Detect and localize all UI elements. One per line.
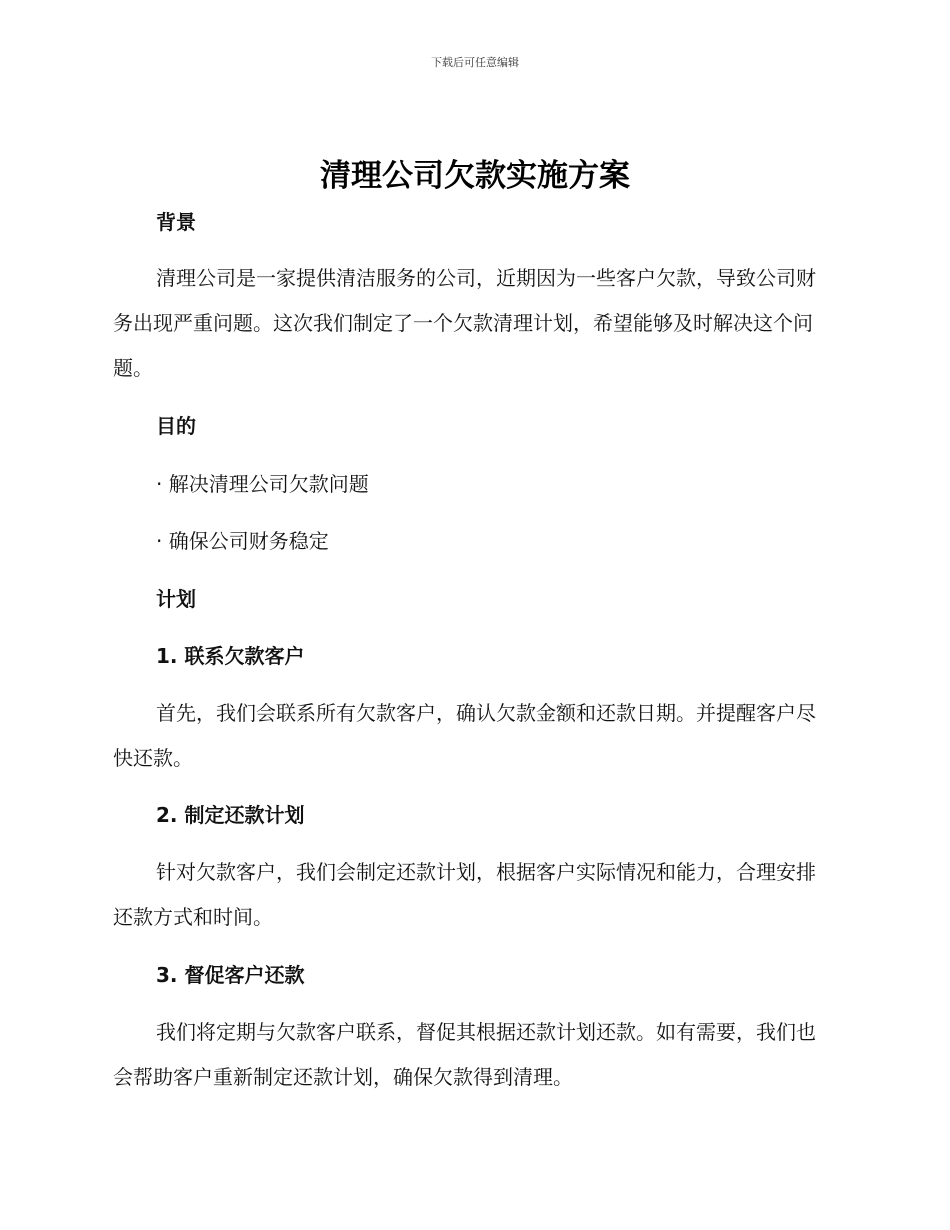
plan-step-2-paragraph: 针对欠款客户，我们会制定还款计划，根据客户实际情况和能力，合理安排还款方式和时间。 (113, 860, 816, 929)
plan-step-1-paragraph: 首先，我们会联系所有欠款客户，确认欠款金额和还款日期。并提醒客户尽快还款。 (113, 701, 816, 770)
document-title: 清理公司欠款实施方案 (320, 158, 630, 194)
plan-step-3-paragraph: 我们将定期与欠款客户联系，督促其根据还款计划还款。如有需要，我们也会帮助客户重新制定还款计划，确保欠款得到清理。 (113, 1020, 816, 1089)
goal-list-item: · 确保公司财务稳定 (156, 529, 329, 553)
plan-step-1-heading: 1. 联系欠款客户 (156, 644, 305, 668)
section-heading-background: 背景 (156, 210, 196, 234)
goal-list-item: · 解决清理公司欠款问题 (156, 472, 369, 496)
page-header-note: 下载后可任意编辑 (431, 56, 519, 69)
background-paragraph: 清理公司是一家提供清洁服务的公司，近期因为一些客户欠款，导致公司财务出现严重问题。这次我们制定了一个欠款清理计划，希望能够及时解决这个问题。 (113, 266, 816, 380)
plan-step-3-heading: 3. 督促客户还款 (156, 963, 305, 987)
plan-step-2-heading: 2. 制定还款计划 (156, 803, 305, 827)
section-heading-plan: 计划 (156, 587, 196, 611)
section-heading-goals: 目的 (156, 414, 196, 438)
